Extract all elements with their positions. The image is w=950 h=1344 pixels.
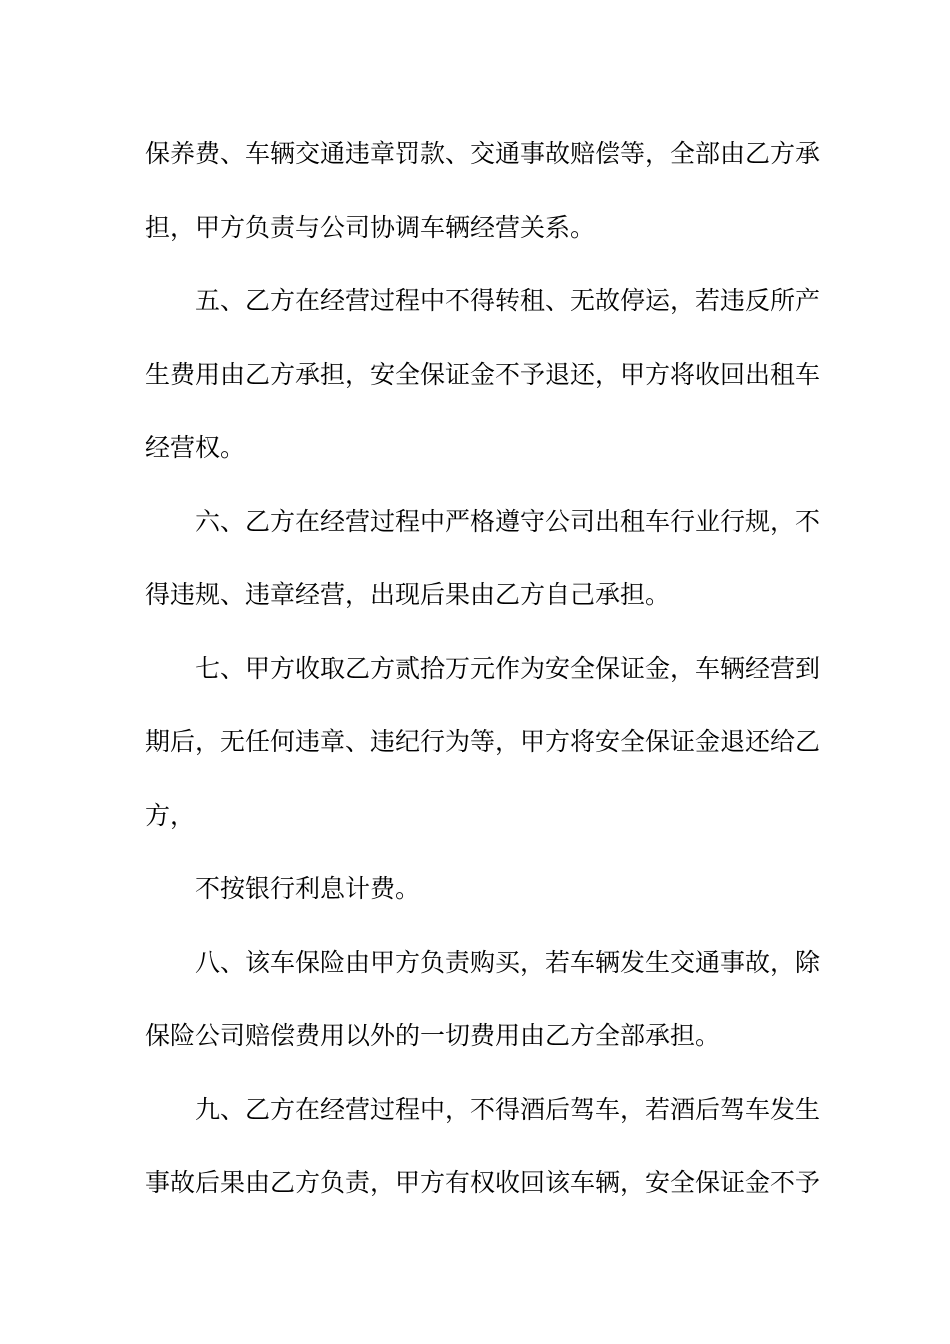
text-line-15: 事故后果由乙方负责，甲方有权收回该车辆，安全保证金不予	[145, 1168, 821, 1197]
text-line-4: 生费用由乙方承担，安全保证金不予退还，甲方将收回出租车	[145, 359, 821, 389]
text-line-3: 五、乙方在经营过程中不得转租、无故停运，若违反所产	[195, 286, 821, 315]
document-body	[145, 130, 821, 1233]
text-line-2: 担，甲方负责与公司协调车辆经营关系。	[145, 212, 596, 242]
text-line-13: 保险公司赔偿费用以外的一切费用由乙方全部承担。	[145, 1021, 721, 1050]
text-line-10: 方，	[145, 800, 196, 830]
text-line-9: 期后，无任何违章、违纪行为等，甲方将安全保证金退还给乙	[145, 727, 821, 756]
text-line-6: 六、乙方在经营过程中严格遵守公司出租车行业行规，不	[195, 506, 821, 536]
text-line-5: 经营权。	[145, 433, 246, 462]
text-line-7: 得违规、违章经营，出现后果由乙方自己承担。	[145, 580, 671, 609]
text-line-11: 不按银行利息计费。	[195, 874, 421, 903]
text-line-12: 八、该车保险由甲方负责购买，若车辆发生交通事故，除	[195, 947, 821, 977]
text-line-1: 保养费、车辆交通违章罚款、交通事故赔偿等，全部由乙方承	[145, 139, 821, 168]
text-line-8: 七、甲方收取乙方贰拾万元作为安全保证金，车辆经营到	[195, 653, 821, 683]
text-line-14: 九、乙方在经营过程中，不得酒后驾车，若酒后驾车发生	[195, 1094, 821, 1124]
